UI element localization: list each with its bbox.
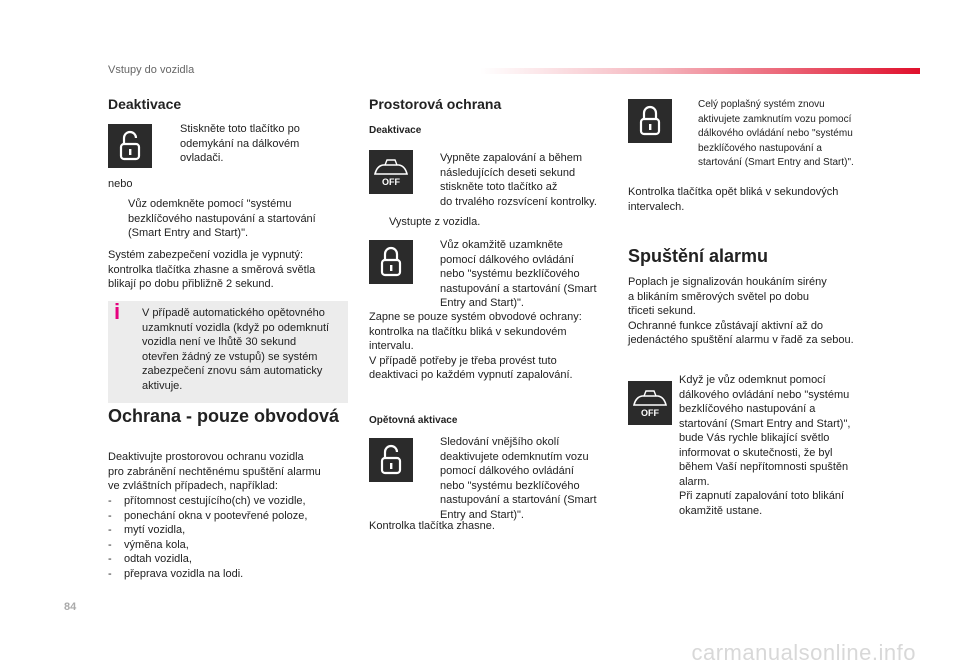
col1-bullet2: [128, 197, 348, 241]
text-line: V případě potřeby je třeba provést tuto: [369, 354, 557, 367]
text-line: deaktivujete odemknutím vozu: [440, 450, 589, 463]
info-icon: i: [114, 299, 121, 324]
nebo-text: nebo: [108, 178, 133, 190]
text-line: třiceti sekund.: [628, 305, 696, 317]
text-line: bezklíčového nastupování a: [679, 403, 816, 415]
page-number: 84: [64, 601, 77, 613]
text-line: Když je vůz odemknut pomocí: [679, 374, 826, 386]
text-line: blikají po dobu přibližně 2 sekund.: [108, 278, 274, 290]
text-line: uzamknutí vozidla (když po odemknutí: [142, 321, 330, 334]
dash: -: [108, 538, 112, 551]
section-heading-prostorova: Prostorová ochrana: [369, 96, 502, 112]
chapter-title: Vstupy do vozidla: [108, 64, 195, 76]
col1-bullet1: [180, 122, 330, 166]
car-off-icon: [369, 150, 413, 194]
col3-bullet1: [698, 98, 888, 171]
off-label: OFF: [382, 177, 400, 187]
dash: -: [108, 495, 112, 507]
subheading-opetovna-aktivace: Opětovná aktivace: [369, 415, 458, 426]
text-line: bezklíčového nastupování a startování: [128, 212, 316, 225]
text-line: (Smart Entry and Start)".: [128, 227, 249, 239]
header-accent-bar: [480, 68, 920, 74]
text-line: Vůz odemkněte pomocí "systému: [128, 198, 292, 210]
text-line: stiskněte toto tlačítko až: [440, 181, 558, 193]
text-line: nastupování a startování (Smart: [440, 282, 597, 295]
text-line: intervalu.: [369, 340, 414, 352]
section-heading-ochrana: Ochrana - pouze obvodová: [108, 406, 340, 426]
padlock-unlocked-icon: [108, 124, 152, 168]
text-line: aktivujete zamknutím vozu pomocí: [698, 113, 852, 125]
col2-tail: Kontrolka tlačítka zhasne.: [369, 520, 495, 532]
padlock-locked-icon: [369, 240, 413, 284]
text-line: Vypněte zapalování a během: [440, 152, 583, 164]
car-off-icon: [628, 381, 672, 425]
text-line: vozidla není ve lhůtě 30 sekund: [142, 336, 297, 348]
section-heading-deaktivace: Deaktivace: [108, 96, 182, 112]
text-line: jedenáctého spuštění alarmu v řadě za sebou.: [628, 334, 854, 346]
text-line: Kontrolka tlačítka opět bliká v sekundových: [628, 186, 839, 198]
col3-bullet2: [679, 373, 879, 518]
text-line: nebo "systému bezklíčového: [440, 268, 580, 280]
text-line: otevřen žádný ze vstupů) se systém: [142, 350, 318, 363]
text-line: okamžitě ustane.: [679, 504, 763, 517]
list-item-text: přeprava vozidla na lodi.: [124, 567, 244, 580]
text-line: Stiskněte toto tlačítko po: [180, 123, 300, 135]
text-line: Entry and Start)".: [440, 508, 524, 521]
list-item: [108, 509, 358, 524]
col2-paragraph: [369, 310, 609, 383]
text-line: V případě automatického opětovného: [142, 307, 325, 319]
text-line: následujících deseti sekund: [440, 166, 576, 179]
text-line: aktivuje.: [142, 379, 183, 392]
text-line: bezklíčového nastupování a: [698, 142, 822, 154]
text-line: do trvalého rozsvícení kontrolky.: [440, 195, 597, 208]
padlock-locked-icon: [628, 99, 672, 143]
text-line: startování (Smart Entry and Start)",: [679, 417, 851, 430]
text-line: pomocí dálkového ovládání: [440, 253, 574, 266]
text-line: Při zapnutí zapalování toto blikání: [679, 490, 845, 502]
list-item: [108, 494, 358, 509]
col3-paragraph2: [628, 275, 888, 348]
text-line: bude Vás rychle blikající světlo: [679, 432, 830, 444]
col1-paragraph: [108, 248, 348, 292]
list-item: [108, 523, 358, 538]
list-item-text: výměna kola,: [124, 538, 189, 551]
col3-paragraph: [628, 185, 878, 214]
section-heading-spusteni-alarmu: Spuštění alarmu: [628, 246, 769, 266]
col2-bullet2: Vystupte z vozidla.: [389, 216, 481, 228]
text-line: Entry and Start)".: [440, 297, 524, 309]
text-line: startování (Smart Entry and Start)".: [698, 157, 854, 168]
dash: -: [108, 524, 112, 536]
text-line: Sledování vnějšího okolí: [440, 436, 560, 448]
text-line: dálkového ovládání nebo "systému: [679, 388, 850, 401]
text-line: dálkového ovládání nebo "systému: [698, 128, 853, 139]
text-line: a blikáním směrových světel po dobu: [628, 290, 809, 303]
text-line: během Vaší nepřítomnosti spuštěn: [679, 461, 849, 473]
text-line: pomocí dálkového ovládání: [440, 465, 574, 477]
text-line: pro zabránění nechtěnému spuštění alarmu: [108, 465, 321, 478]
col2-bullet3: [440, 238, 620, 311]
dash: -: [108, 553, 112, 565]
col1-list: [108, 494, 358, 581]
list-item-text: přítomnost cestujícího(ch) ve vozidle,: [124, 495, 306, 507]
dash: -: [108, 567, 112, 580]
padlock-unlocked-icon: [369, 438, 413, 482]
text-line: Zapne se pouze systém obvodové ochrany:: [369, 311, 582, 323]
off-label: OFF: [641, 408, 659, 418]
text-line: Systém zabezpečení vozidla je vypnutý:: [108, 249, 304, 261]
list-item: [108, 567, 358, 582]
text-line: nebo "systému bezklíčového: [440, 479, 580, 492]
text-line: odemykání na dálkovém: [180, 137, 300, 150]
list-item-text: odtah vozidla,: [124, 553, 192, 565]
text-line: ve zvláštních případech, například:: [108, 480, 278, 492]
list-item: [108, 538, 358, 553]
info-box: [108, 301, 348, 403]
text-line: Deaktivujte prostorovou ochranu vozidla: [108, 451, 304, 463]
text-line: nastupování a startování (Smart: [440, 494, 597, 506]
list-item-text: mytí vozidla,: [124, 524, 186, 536]
text-line: intervalech.: [628, 200, 685, 213]
list-item-text: ponechání okna v pootevřené poloze,: [124, 509, 308, 522]
col2-bullet1: [440, 151, 620, 209]
col1-paragraph2: [108, 450, 358, 494]
watermark: carmanualsonline.info: [691, 640, 916, 665]
text-line: kontrolka na tlačítku bliká v sekundovém: [369, 325, 567, 338]
col2-bullet4: [440, 435, 620, 522]
text-line: kontrolka tlačítka zhasne a směrová světla: [108, 263, 316, 276]
text-line: Ochranné funkce zůstávají aktivní až do: [628, 319, 824, 332]
text-line: deaktivaci po každém vypnutí zapalování.: [369, 369, 573, 381]
dash: -: [108, 509, 112, 522]
text-line: zabezpečení znovu sám automaticky: [142, 365, 323, 377]
text-line: informovat o skutečnosti, že byl: [679, 446, 833, 459]
subheading-deaktivace: Deaktivace: [369, 125, 422, 136]
text-line: alarm.: [679, 475, 710, 488]
info-text: [142, 306, 342, 393]
text-line: Celý poplašný systém znovu: [698, 99, 825, 110]
list-item: [108, 552, 358, 567]
text-line: Poplach je signalizován houkáním sirény: [628, 276, 827, 288]
text-line: Vůz okamžitě uzamkněte: [440, 239, 563, 251]
text-line: ovladači.: [180, 152, 224, 164]
